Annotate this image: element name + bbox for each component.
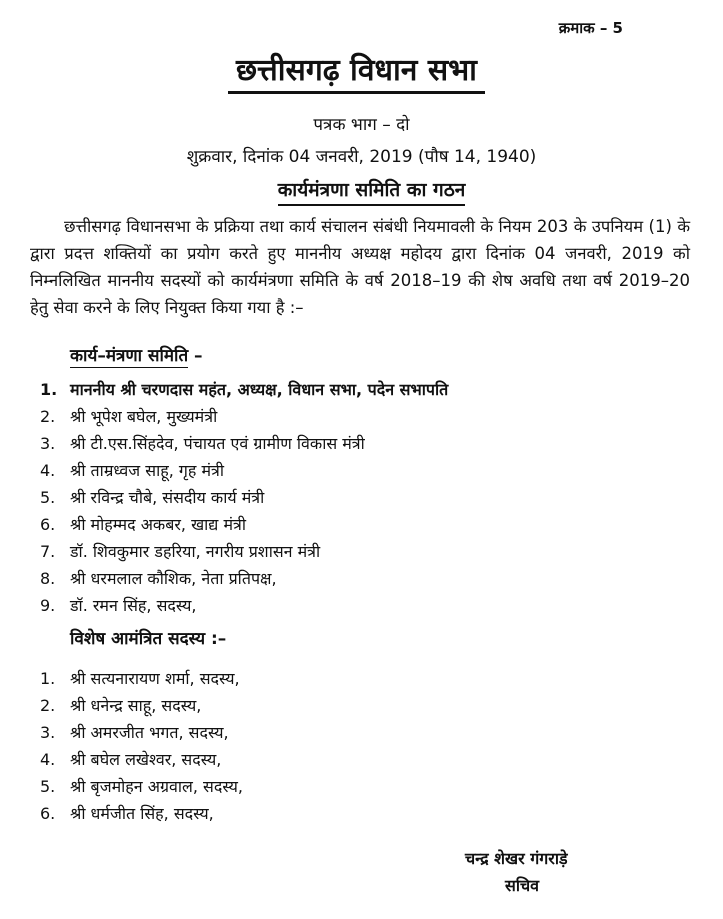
list-item-number: 9.: [40, 596, 56, 615]
list-item: [40, 430, 448, 457]
list-item-text: श्री धर्मजीत सिंह, सदस्य,: [70, 804, 214, 823]
list-item-number: 2.: [40, 407, 56, 426]
invitee-list: [40, 665, 243, 827]
committee-heading: [70, 343, 203, 366]
list-item: [40, 746, 243, 773]
assembly-title: [0, 48, 723, 94]
list-item-text: श्री धनेन्द्र साहू, सदस्य,: [70, 696, 202, 715]
list-item-number: 6.: [40, 515, 56, 534]
list-item-number: 3.: [40, 723, 56, 742]
list-item-text: डॉ. शिवकुमार डहरिया, नगरीय प्रशासन मंत्री: [70, 542, 321, 561]
subject-heading: [0, 176, 723, 206]
list-item: [40, 665, 243, 692]
list-item-text: माननीय श्री चरणदास महंत, अध्यक्ष, विधान सभा, पदेन सभापति: [70, 380, 449, 399]
body-paragraph: छत्तीसगढ़ विधानसभा के प्रक्रिया तथा कार्य संचालन संबंधी नियमावली के नियम 203 के उपनियम (1) के द्वारा प्रदत्त शक्तियों का प्रयोग करते हुए माननीय अध्यक्ष महोदय द्वारा दिनांक 04 जनवरी, 2019 को निम्नलिखित माननीय सदस्यों को कार्यमंत्रणा समिति के वर्ष 2018–19 की शेष अवधि तथा वर्ष 2019–20 हेतु सेवा करने के लिए नियुक्त किया गया है :–: [30, 217, 690, 317]
list-item-number: 5.: [40, 777, 56, 796]
signatory-name: चन्द्र शेखर गंगराड़े: [465, 849, 568, 868]
list-item: [40, 800, 243, 827]
list-item: [40, 403, 448, 430]
committee-heading-dash: –: [188, 346, 203, 366]
subject-heading-text: कार्यमंत्रणा समिति का गठन: [278, 176, 466, 206]
list-item-number: 2.: [40, 696, 56, 715]
list-item: [40, 719, 243, 746]
signatory-designation: सचिव: [505, 876, 540, 895]
list-item-number: 3.: [40, 434, 56, 453]
list-item-text: श्री टी.एस.सिंहदेव, पंचायत एवं ग्रामीण विकास मंत्री: [70, 434, 365, 453]
list-item: [40, 592, 448, 619]
list-item-number: 1.: [40, 669, 56, 688]
list-item-text: श्री बृजमोहन अग्रवाल, सदस्य,: [70, 777, 243, 796]
list-item-text: डॉ. रमन सिंह, सदस्य,: [70, 596, 197, 615]
list-item-text: श्री भूपेश बघेल, मुख्यमंत्री: [70, 407, 218, 426]
list-item: [40, 484, 448, 511]
list-item-text: श्री धरमलाल कौशिक, नेता प्रतिपक्ष,: [70, 569, 277, 588]
list-item: [40, 511, 448, 538]
list-item-number: 1.: [40, 380, 58, 399]
list-item-number: 5.: [40, 488, 56, 507]
list-item-number: 4.: [40, 461, 56, 480]
list-item: [40, 376, 448, 403]
list-item-text: श्री ताम्रध्वज साहू, गृह मंत्री: [70, 461, 225, 480]
committee-member-list: [40, 376, 448, 619]
serial-number: क्रमाक – 5: [558, 19, 623, 37]
list-item-text: श्री रविन्द्र चौबे, संसदीय कार्य मंत्री: [70, 488, 265, 507]
list-item-number: 7.: [40, 542, 56, 561]
assembly-title-text: छत्तीसगढ़ विधान सभा: [228, 48, 485, 94]
list-item-text: श्री अमरजीत भगत, सदस्य,: [70, 723, 229, 742]
list-item-number: 4.: [40, 750, 56, 769]
list-item: [40, 457, 448, 484]
invitees-heading: विशेष आमंत्रित सदस्य :–: [70, 629, 227, 649]
list-item-text: श्री बघेल लखेश्वर, सदस्य,: [70, 750, 222, 769]
list-item-number: 8.: [40, 569, 56, 588]
bulletin-part: पत्रक भाग – दो: [313, 115, 410, 135]
list-item: [40, 538, 448, 565]
list-item-text: श्री मोहम्मद अकबर, खाद्य मंत्री: [70, 515, 247, 534]
committee-heading-text: कार्य–मंत्रणा समिति: [70, 346, 189, 366]
list-item: [40, 692, 243, 719]
list-item: [40, 773, 243, 800]
list-item-text: श्री सत्यनारायण शर्मा, सदस्य,: [70, 669, 240, 688]
date-line: शुक्रवार, दिनांक 04 जनवरी, 2019 (पौष 14, 1940): [186, 147, 537, 167]
list-item-number: 6.: [40, 804, 56, 823]
list-item: [40, 565, 448, 592]
